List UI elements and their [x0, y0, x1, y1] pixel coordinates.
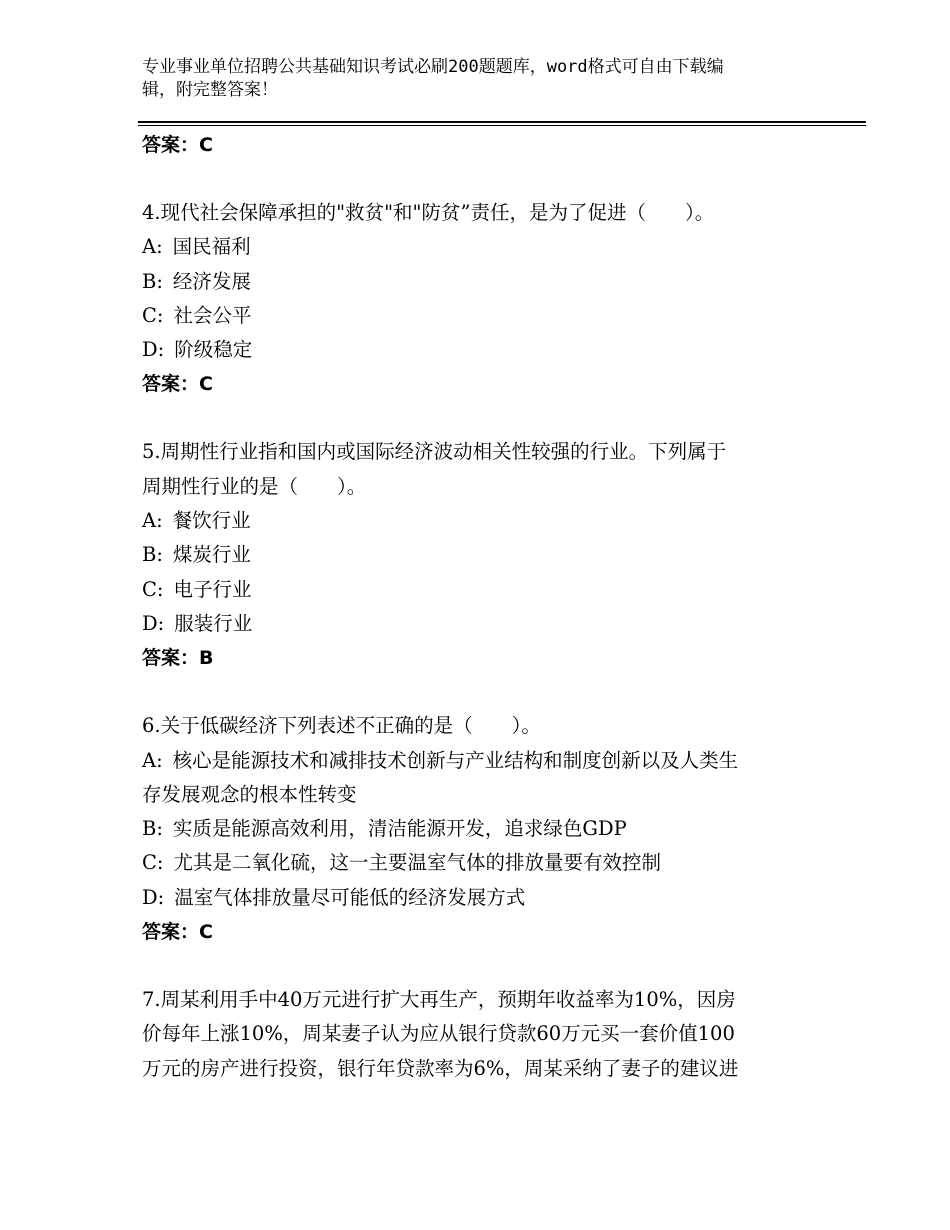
option-text: 电子行业 [173, 577, 252, 601]
answer-line [142, 641, 810, 675]
option-c [142, 573, 810, 607]
question-block [142, 983, 810, 1086]
option-text: 餐饮行业 [172, 509, 251, 533]
option-text: 核心是能源技术和减排技术创新与产业结构和制度创新以及人类生 [172, 748, 739, 772]
answer-line [142, 915, 810, 949]
question-stem-line: 4.现代社会保障承担的"救贫"和"防贫”责任，是为了促进（ ）。 [142, 201, 715, 224]
option-key: C: [142, 577, 164, 601]
question-stem-line: 万元的房产进行投资，银行年贷款率为6%，周某采纳了妻子的建议进 [142, 1056, 739, 1080]
option-c [142, 846, 810, 880]
option-b [142, 265, 810, 299]
header-rule-thin [138, 125, 866, 126]
answer-line [142, 367, 810, 401]
header-line-2: 辑，附完整答案！ [142, 80, 278, 100]
question-block [142, 435, 810, 675]
option-key: D: [142, 338, 165, 362]
option-text: 社会公平 [173, 303, 252, 327]
answer-label: 答案： [142, 647, 200, 670]
option-key: B: [142, 817, 163, 841]
option-key: D: [142, 611, 165, 635]
option-text: 煤炭行业 [172, 543, 251, 567]
option-text: 实质是能源高效利用，清洁能源开发，追求绿色GDP [172, 817, 627, 841]
answer-value: C [199, 921, 213, 944]
option-key: A: [142, 509, 163, 533]
option-b [142, 538, 810, 572]
option-key: A: [142, 748, 163, 772]
option-a: 存发展观念的根本性转变 [142, 782, 357, 806]
answer-label: 答案： [142, 134, 200, 156]
answer-value: C [199, 373, 213, 396]
page-header [142, 56, 802, 102]
answer-value: B [199, 647, 214, 670]
header-rule-thick [138, 121, 866, 123]
option-key: B: [142, 543, 163, 567]
option-text: 服装行业 [174, 611, 253, 635]
answer-label: 答案： [142, 373, 200, 396]
option-d [142, 607, 810, 641]
option-a [142, 230, 810, 264]
option-a [142, 504, 810, 538]
option-key: D: [142, 885, 165, 909]
question-gap [142, 162, 810, 196]
option-a [142, 744, 810, 778]
option-d [142, 333, 810, 367]
question-stem-line: 周期性行业的是（ ）。 [142, 474, 367, 498]
option-text: 阶级稳定 [174, 338, 253, 362]
option-text: 经济发展 [172, 269, 251, 293]
question-stem-line: 6.关于低碳经济下列表述不正确的是（ ）。 [142, 714, 541, 738]
option-key: C: [142, 303, 164, 327]
answer-value: C [199, 134, 213, 156]
header-line-1: 专业事业单位招聘公共基础知识考试必刷200题题库，word格式可自由下载编 [142, 57, 724, 77]
option-d [142, 881, 810, 915]
question-stem-line: 5.周期性行业指和国内或国际经济波动相关性较强的行业。下列属于 [142, 440, 727, 464]
option-key: B: [142, 269, 163, 293]
question-block [142, 709, 810, 949]
question-stem-line: 价每年上涨10%，周某妻子认为应从银行贷款60万元买一套价值100 [142, 1022, 735, 1046]
question-gap [142, 401, 810, 435]
option-text: 温室气体排放量尽可能低的经济发展方式 [174, 885, 526, 909]
question-block [142, 196, 810, 401]
option-text: 国民福利 [172, 235, 251, 259]
question-gap [142, 675, 810, 709]
question-content [142, 128, 810, 1086]
option-b [142, 812, 810, 846]
previous-answer [142, 128, 810, 162]
option-c [142, 299, 810, 333]
option-key: A: [142, 235, 163, 259]
option-text: 尤其是二氧化硫，这一主要温室气体的排放量要有效控制 [173, 851, 662, 875]
question-gap [142, 949, 810, 983]
question-stem-line: 7.周某利用手中40万元进行扩大再生产，预期年收益率为10%，因房 [142, 988, 736, 1012]
answer-label: 答案： [142, 921, 200, 944]
option-key: C: [142, 851, 164, 875]
